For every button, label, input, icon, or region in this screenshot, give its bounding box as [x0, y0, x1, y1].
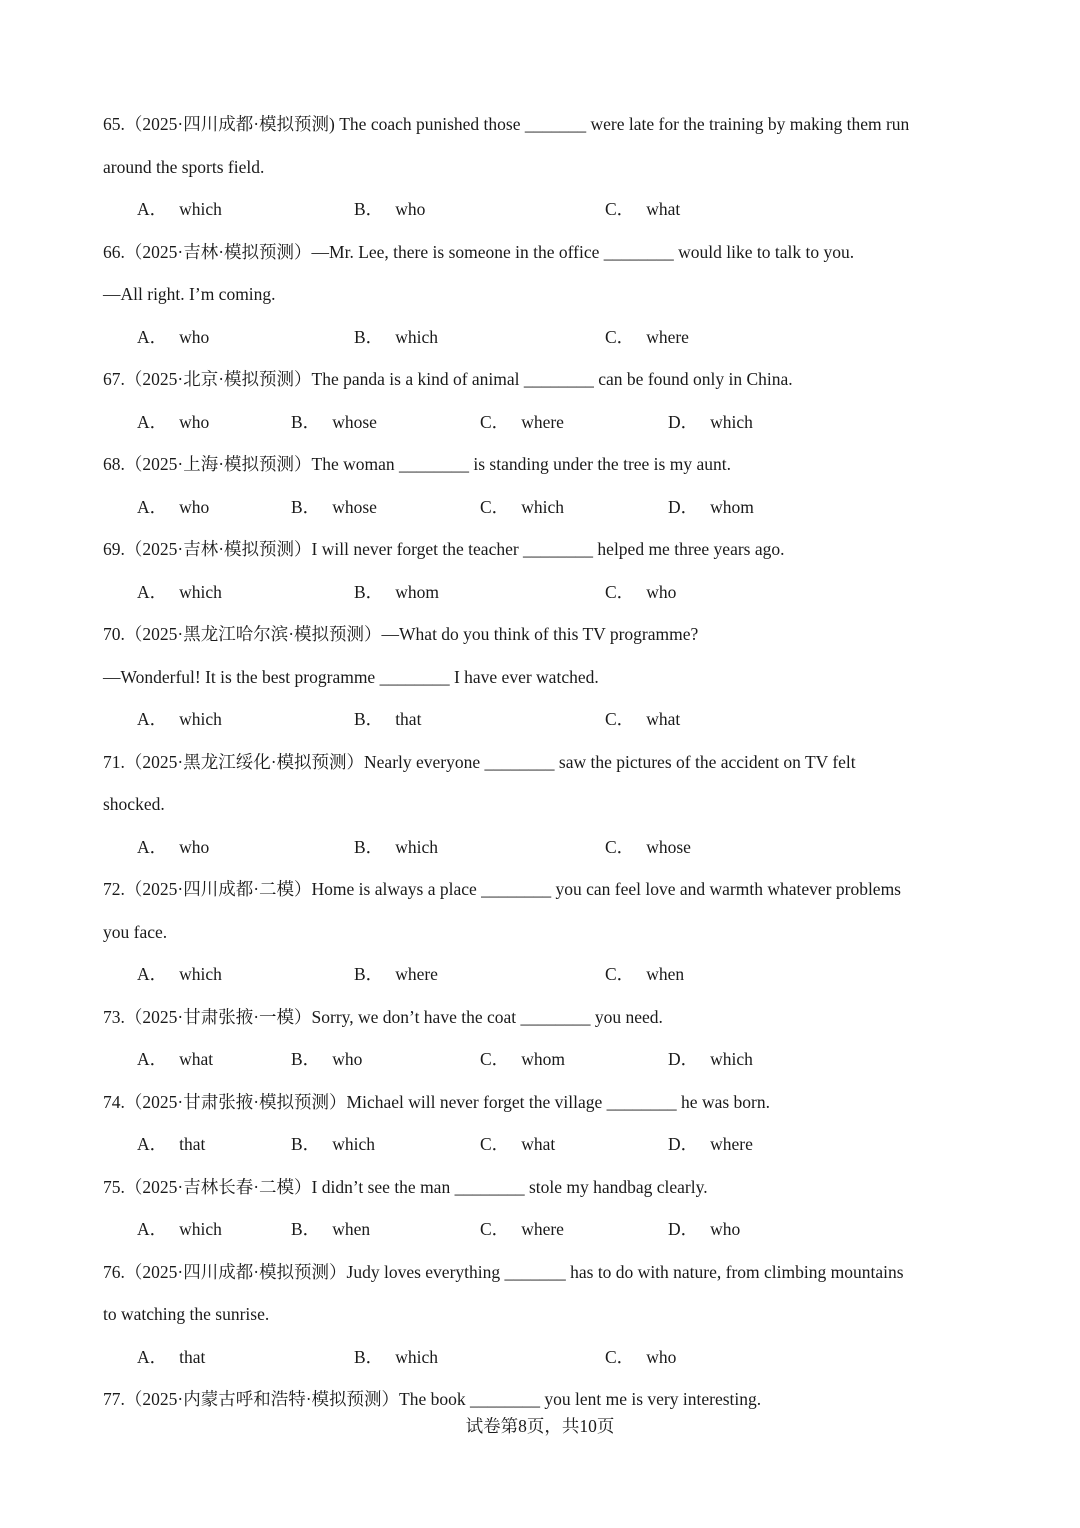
question-stem-continued: around the sports field.	[103, 156, 265, 177]
question-stem-continued: you face.	[103, 921, 168, 942]
option-letter: A．	[137, 964, 168, 984]
question-stem: 68.（2025·上海·模拟预测）The woman ________ is standing under the tree is my aunt.	[103, 454, 731, 474]
option-letter: A．	[137, 709, 168, 729]
option-a	[137, 1345, 205, 1369]
option-b	[291, 1132, 375, 1156]
option-b	[354, 325, 438, 349]
option-b	[291, 495, 377, 519]
option-letter: B．	[291, 1049, 321, 1069]
option-text: whom	[521, 1049, 565, 1069]
option-b	[354, 197, 425, 221]
question-stem: 66.（2025·吉林·模拟预测）—Mr. Lee, there is someone in the office ________ would like to talk to you.	[103, 241, 855, 262]
option-text: who	[646, 581, 677, 602]
option-letter: B．	[354, 326, 384, 347]
option-a	[137, 495, 209, 519]
option-letter: B．	[354, 199, 384, 219]
option-text: which	[710, 1049, 753, 1069]
option-c	[605, 1345, 676, 1369]
option-letter: C．	[480, 1049, 510, 1069]
option-text: when	[332, 1219, 371, 1239]
option-text: who	[332, 1049, 363, 1069]
option-a	[137, 835, 209, 859]
option-letter: A．	[137, 411, 168, 432]
option-b	[354, 962, 438, 986]
option-letter: C．	[605, 199, 635, 219]
option-letter: A．	[137, 1346, 168, 1367]
option-letter: D．	[668, 1134, 699, 1154]
option-text: which	[332, 1134, 375, 1154]
question-stem-continued: shocked.	[103, 794, 165, 814]
option-text: who	[179, 496, 210, 517]
option-text: whose	[646, 836, 691, 857]
option-text: who	[646, 1346, 677, 1367]
option-c	[480, 1047, 565, 1071]
option-a	[137, 707, 222, 731]
option-text: where	[521, 411, 564, 432]
option-text: what	[521, 1134, 556, 1154]
option-letter: C．	[605, 709, 635, 729]
option-text: who	[179, 411, 210, 432]
option-c	[480, 495, 564, 519]
option-letter: B．	[291, 1219, 321, 1239]
option-letter: C．	[480, 1134, 510, 1154]
option-letter: C．	[480, 411, 510, 432]
option-letter: D．	[668, 411, 699, 432]
option-letter: D．	[668, 1049, 699, 1069]
option-b	[354, 1345, 438, 1369]
option-letter: D．	[668, 496, 699, 517]
question-stem: 73.（2025·甘肃张掖·一模）Sorry, we don’t have the coat ________ you need.	[103, 1006, 663, 1027]
option-text: which	[179, 709, 222, 729]
option-b	[354, 835, 438, 859]
option-text: whom	[710, 496, 754, 517]
option-a	[137, 580, 222, 604]
option-a	[137, 325, 209, 349]
option-b	[354, 580, 439, 604]
option-text: which	[521, 496, 564, 517]
option-text: whom	[395, 581, 439, 602]
option-letter: D．	[668, 1219, 699, 1239]
option-d	[668, 495, 754, 519]
option-text: who	[179, 326, 210, 347]
option-text: whose	[332, 411, 377, 432]
option-c	[480, 1217, 564, 1241]
option-d	[668, 410, 753, 434]
option-text: which	[395, 836, 438, 857]
option-letter: B．	[354, 581, 384, 602]
option-letter: A．	[137, 326, 168, 347]
option-text: where	[521, 1219, 564, 1239]
option-text: what	[646, 199, 681, 219]
option-a	[137, 1047, 213, 1071]
question-stem: 72.（2025·四川成都·二模）Home is always a place ________ you can feel love and warmth whatever problems	[103, 879, 901, 899]
option-a	[137, 1132, 205, 1156]
option-b	[291, 410, 377, 434]
question-stem-continued: —Wonderful! It is the best programme ________ I have ever watched.	[103, 666, 599, 687]
option-text: which	[395, 1346, 438, 1367]
option-text: which	[179, 964, 222, 984]
option-letter: A．	[137, 199, 168, 219]
option-letter: A．	[137, 1134, 168, 1154]
option-text: who	[710, 1219, 741, 1239]
option-text: where	[710, 1134, 753, 1154]
option-text: which	[179, 581, 222, 602]
option-c	[605, 325, 689, 349]
option-text: where	[646, 326, 689, 347]
option-c	[480, 1132, 555, 1156]
option-text: that	[395, 709, 422, 729]
option-b	[291, 1217, 370, 1241]
option-letter: A．	[137, 836, 168, 857]
option-text: that	[179, 1134, 206, 1154]
option-text: what	[179, 1049, 214, 1069]
question-stem-continued: —All right. I’m coming.	[103, 284, 276, 304]
option-letter: C．	[605, 964, 635, 984]
option-letter: B．	[354, 1346, 384, 1367]
option-d	[668, 1217, 740, 1241]
option-text: which	[710, 411, 753, 432]
option-letter: A．	[137, 581, 168, 602]
question-stem: 76.（2025·四川成都·模拟预测）Judy loves everything _______ has to do with nature, from climbing mountains	[103, 1261, 904, 1282]
option-c	[605, 197, 680, 221]
option-letter: C．	[605, 581, 635, 602]
question-stem: 69.（2025·吉林·模拟预测）I will never forget the teacher ________ helped me three years ago.	[103, 539, 785, 559]
question-stem: 67.（2025·北京·模拟预测）The panda is a kind of animal ________ can be found only in China.	[103, 369, 793, 389]
question-stem: 75.（2025·吉林长春·二模）I didn’t see the man ________ stole my handbag clearly.	[103, 1176, 708, 1197]
option-letter: C．	[605, 1346, 635, 1367]
option-c	[605, 835, 691, 859]
option-text: which	[179, 1219, 222, 1239]
option-letter: A．	[137, 496, 168, 517]
option-c	[605, 962, 684, 986]
question-stem-continued: to watching the sunrise.	[103, 1304, 270, 1324]
option-b	[354, 707, 421, 731]
page-footer: 试卷第8页，共10页	[465, 1416, 615, 1436]
option-letter: C．	[605, 836, 635, 857]
option-text: who	[179, 836, 210, 857]
option-a	[137, 1217, 222, 1241]
option-b	[291, 1047, 362, 1071]
question-stem: 70.（2025·黑龙江哈尔滨·模拟预测）—What do you think of this TV programme?	[103, 624, 699, 644]
option-text: which	[179, 199, 222, 219]
option-letter: B．	[354, 709, 384, 729]
question-stem: 77.（2025·内蒙古呼和浩特·模拟预测）The book ________ you lent me is very interesting.	[103, 1389, 762, 1409]
option-letter: A．	[137, 1219, 168, 1239]
option-text: who	[395, 199, 426, 219]
option-d	[668, 1047, 753, 1071]
option-letter: C．	[480, 496, 510, 517]
option-text: what	[646, 709, 681, 729]
option-a	[137, 197, 222, 221]
option-a	[137, 962, 222, 986]
option-letter: B．	[291, 1134, 321, 1154]
option-text: whose	[332, 496, 377, 517]
option-c	[480, 410, 564, 434]
option-letter: B．	[354, 836, 384, 857]
option-text: when	[646, 964, 685, 984]
option-letter: B．	[291, 411, 321, 432]
option-letter: C．	[480, 1219, 510, 1239]
question-stem: 74.（2025·甘肃张掖·模拟预测）Michael will never forget the village ________ he was born.	[103, 1091, 770, 1112]
option-c	[605, 580, 676, 604]
option-text: where	[395, 964, 438, 984]
option-a	[137, 410, 209, 434]
option-d	[668, 1132, 753, 1156]
option-letter: B．	[291, 496, 321, 517]
question-stem: 71.（2025·黑龙江绥化·模拟预测）Nearly everyone ________ saw the pictures of the accident on TV felt	[103, 751, 856, 772]
option-text: which	[395, 326, 438, 347]
question-stem: 65.（2025·四川成都·模拟预测) The coach punished those _______ were late for the training by making them run	[103, 114, 910, 134]
option-letter: B．	[354, 964, 384, 984]
option-letter: C．	[605, 326, 635, 347]
option-letter: A．	[137, 1049, 168, 1069]
option-c	[605, 707, 680, 731]
option-text: that	[179, 1346, 206, 1367]
